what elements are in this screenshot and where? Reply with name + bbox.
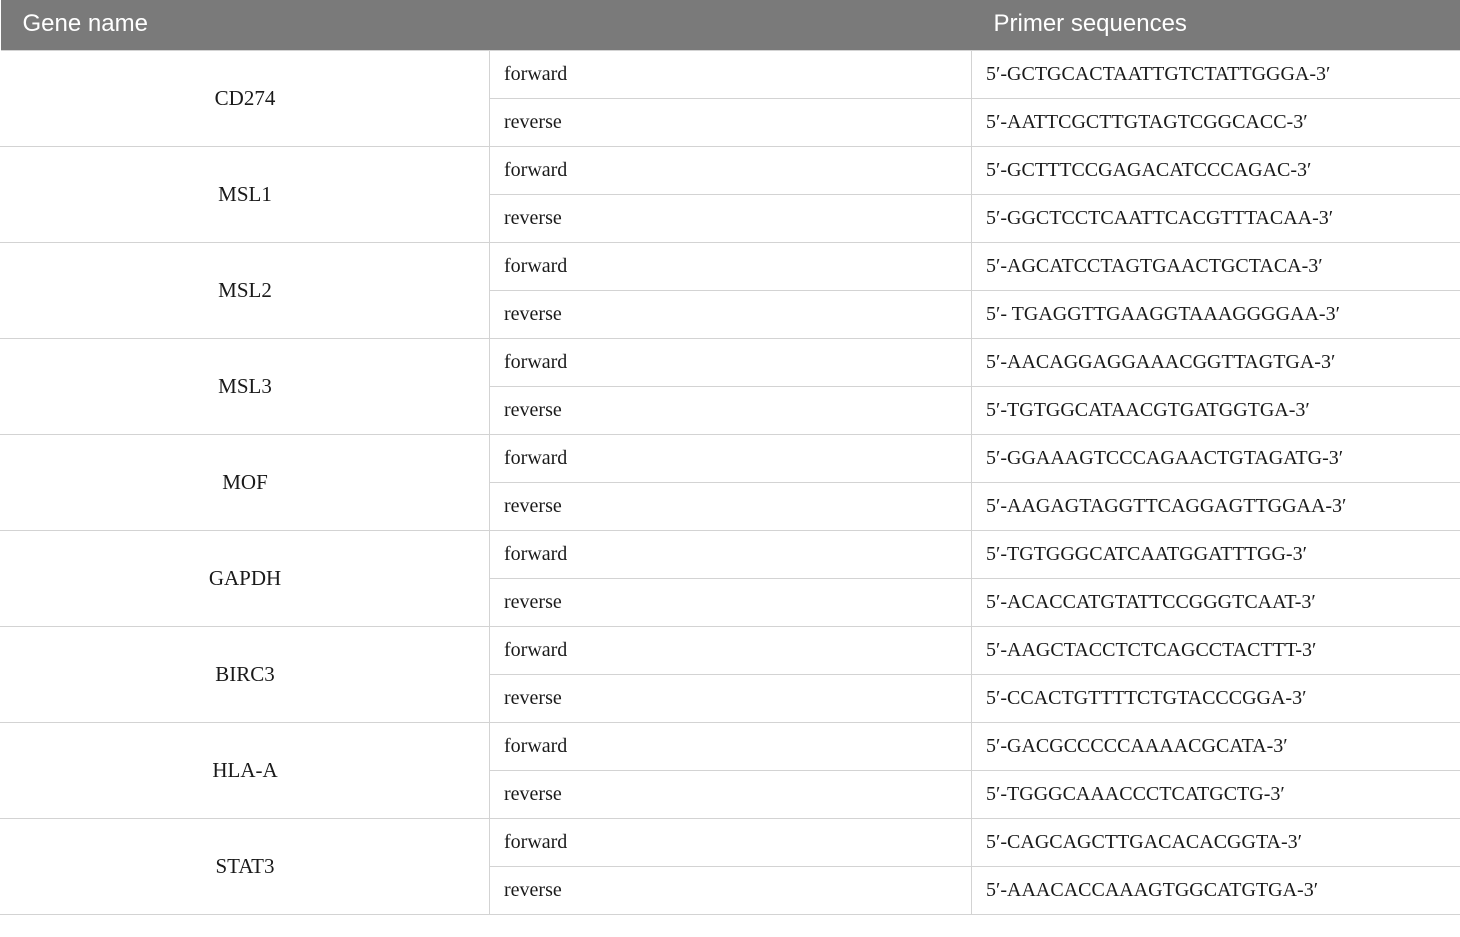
sequence-cell: 5′-GCTTTCCGAGACATCCCAGAC-3′ bbox=[972, 147, 1460, 195]
sequence-cell: 5′-CAGCAGCTTGACACACGGTA-3′ bbox=[972, 819, 1460, 867]
sequence-cell: 5′-AAACACCAAAGTGGCATGTGA-3′ bbox=[972, 867, 1460, 915]
direction-cell: forward bbox=[490, 147, 972, 195]
table-row bbox=[1, 531, 1460, 579]
sequence-cell: 5′-GACGCCCCCAAAACGCATA-3′ bbox=[972, 723, 1460, 771]
table-row bbox=[1, 435, 1460, 483]
sequence-cell: 5′-AACAGGAGGAAACGGTTAGTGA-3′ bbox=[972, 339, 1460, 387]
table-row bbox=[1, 627, 1460, 675]
direction-cell: reverse bbox=[490, 579, 972, 627]
sequence-cell: 5′-TGGGCAAACCCTCATGCTG-3′ bbox=[972, 771, 1460, 819]
direction-cell: reverse bbox=[490, 291, 972, 339]
gene-name-cell: MSL2 bbox=[1, 243, 490, 339]
table-row bbox=[1, 51, 1460, 99]
gene-name-cell: GAPDH bbox=[1, 531, 490, 627]
header-primer-sequences: Primer sequences bbox=[972, 0, 1460, 51]
table-row bbox=[1, 723, 1460, 771]
gene-name-cell: MSL1 bbox=[1, 147, 490, 243]
gene-name-cell: CD274 bbox=[1, 51, 490, 147]
table-header bbox=[1, 0, 1460, 51]
direction-cell: forward bbox=[490, 627, 972, 675]
direction-cell: forward bbox=[490, 51, 972, 99]
gene-name-cell: HLA-A bbox=[1, 723, 490, 819]
header-row bbox=[1, 0, 1460, 51]
direction-cell: forward bbox=[490, 243, 972, 291]
gene-name-cell: MSL3 bbox=[1, 339, 490, 435]
direction-cell: reverse bbox=[490, 195, 972, 243]
header-gene-name: Gene name bbox=[1, 0, 490, 51]
sequence-cell: 5′-AAGCTACCTCTCAGCCTACTTT-3′ bbox=[972, 627, 1460, 675]
gene-name-cell: BIRC3 bbox=[1, 627, 490, 723]
direction-cell: forward bbox=[490, 723, 972, 771]
direction-cell: reverse bbox=[490, 483, 972, 531]
direction-cell: forward bbox=[490, 531, 972, 579]
sequence-cell: 5′-CCACTGTTTTCTGTACCCGGA-3′ bbox=[972, 675, 1460, 723]
sequence-cell: 5′-AGCATCCTAGTGAACTGCTACA-3′ bbox=[972, 243, 1460, 291]
sequence-cell: 5′- TGAGGTTGAAGGTAAAGGGGAA-3′ bbox=[972, 291, 1460, 339]
table-row bbox=[1, 243, 1460, 291]
sequence-cell: 5′-TGTGGGCATCAATGGATTTGG-3′ bbox=[972, 531, 1460, 579]
sequence-cell: 5′-TGTGGCATAACGTGATGGTGA-3′ bbox=[972, 387, 1460, 435]
table-body bbox=[1, 51, 1460, 915]
sequence-cell: 5′-GCTGCACTAATTGTCTATTGGGA-3′ bbox=[972, 51, 1460, 99]
sequence-cell: 5′-ACACCATGTATTCCGGGTCAAT-3′ bbox=[972, 579, 1460, 627]
table-row bbox=[1, 819, 1460, 867]
table-row bbox=[1, 339, 1460, 387]
gene-name-cell: MOF bbox=[1, 435, 490, 531]
direction-cell: reverse bbox=[490, 387, 972, 435]
gene-name-cell: STAT3 bbox=[1, 819, 490, 915]
sequence-cell: 5′-AATTCGCTTGTAGTCGGCACC-3′ bbox=[972, 99, 1460, 147]
sequence-cell: 5′-AAGAGTAGGTTCAGGAGTTGGAA-3′ bbox=[972, 483, 1460, 531]
direction-cell: forward bbox=[490, 339, 972, 387]
direction-cell: forward bbox=[490, 435, 972, 483]
header-direction bbox=[490, 0, 972, 51]
direction-cell: forward bbox=[490, 819, 972, 867]
sequence-cell: 5′-GGAAAGTCCCAGAACTGTAGATG-3′ bbox=[972, 435, 1460, 483]
direction-cell: reverse bbox=[490, 675, 972, 723]
sequence-cell: 5′-GGCTCCTCAATTCACGTTTACAA-3′ bbox=[972, 195, 1460, 243]
table-row bbox=[1, 147, 1460, 195]
direction-cell: reverse bbox=[490, 99, 972, 147]
direction-cell: reverse bbox=[490, 771, 972, 819]
direction-cell: reverse bbox=[490, 867, 972, 915]
